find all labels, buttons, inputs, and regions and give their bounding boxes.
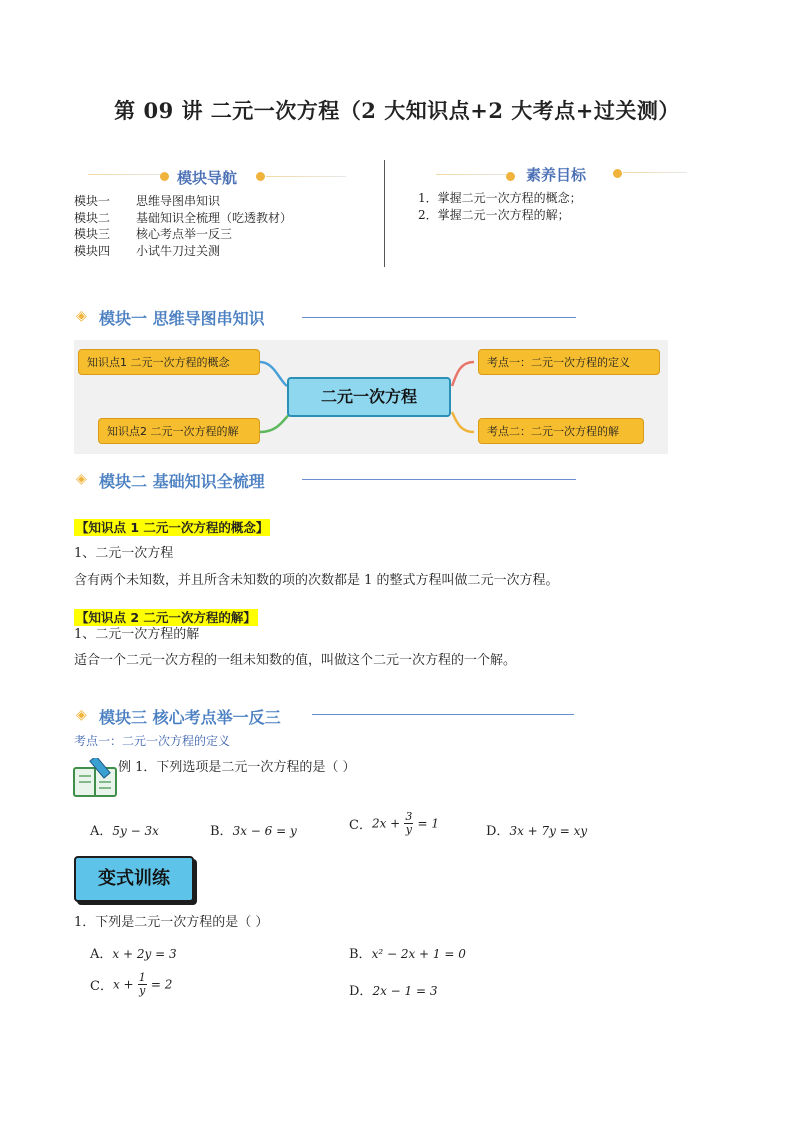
module2-title: 模块二 基础知识全梳理	[99, 472, 265, 491]
module3-title: 模块三 核心考点举一反三	[99, 708, 281, 727]
nav-header-dot-right	[256, 172, 265, 181]
node-tp2[interactable]: 考点二：二元一次方程的解	[478, 418, 644, 444]
goals-list	[418, 190, 582, 223]
connector-tp2	[452, 412, 474, 432]
nav-item[interactable]: 模块三 核心考点举一反三	[74, 227, 233, 241]
practice-option-c[interactable]: C．x + $\frac{1}{y}$ = 2	[90, 971, 173, 997]
node-kp2[interactable]: 知识点2 二元一次方程的解	[98, 418, 260, 444]
nav-header-dot-left	[160, 172, 169, 181]
kp2-heading: 1、二元一次方程的解	[74, 627, 200, 642]
nav-item[interactable]: 模块二 基础知识全梳理（吃透教材）	[74, 210, 293, 225]
practice-question: 1．下列是二元一次方程的是（ ）	[74, 915, 269, 930]
practice-option-b[interactable]: B．x² − 2x + 1 = 0	[349, 947, 466, 962]
kp2-body: 适合一个二元一次方程的一组未知数的值，叫做这个二元一次方程的一个解。	[74, 653, 517, 668]
connector-kp1	[260, 362, 287, 386]
nav-item[interactable]: 模块一 思维导图串知识	[74, 194, 221, 208]
goals-header-line-right	[623, 172, 687, 173]
goal-item: 2．掌握二元一次方程的解；	[418, 207, 570, 222]
mind-map	[74, 340, 668, 454]
kp1-label: 【知识点 1 二元一次方程的概念】	[76, 520, 269, 535]
module2-rule	[302, 479, 576, 480]
kp1-heading: 1、二元一次方程	[74, 546, 174, 561]
nav-header-line-right	[266, 176, 346, 177]
nav-header-line-left	[88, 174, 168, 175]
module3-rule	[312, 714, 574, 715]
example-question: 例 1．下列选项是二元一次方程的是（ ）	[118, 760, 356, 775]
example-option-b[interactable]: B．3x − 6 = y	[210, 824, 297, 839]
page-title: 第 09 讲 二元一次方程（2 大知识点+2 大考点+过关测）	[114, 98, 680, 123]
kp1-label-wrap	[74, 517, 270, 536]
connector-kp2	[260, 414, 290, 432]
kp2-label-wrap	[74, 607, 258, 626]
practice-button[interactable]: 变式训练	[74, 856, 194, 902]
goal-item: 1．掌握二元一次方程的概念；	[418, 191, 582, 205]
header-divider	[384, 160, 385, 267]
connector-tp1	[452, 362, 474, 386]
diamond-icon: ◈	[76, 707, 87, 723]
kp1-body: 含有两个未知数，并且所含未知数的项的次数都是 1 的整式方程叫做二元一次方程。	[74, 573, 559, 588]
module1-title: 模块一 思维导图串知识	[99, 309, 265, 328]
example-option-d[interactable]: D．3x + 7y = xy	[486, 824, 588, 839]
practice-option-d[interactable]: D．2x − 1 = 3	[349, 984, 438, 999]
goals-header-dot-left	[506, 172, 515, 181]
node-center[interactable]: 二元一次方程	[287, 377, 451, 417]
point1-label: 考点一：二元一次方程的定义	[74, 734, 231, 748]
nav-header: 模块导航	[177, 169, 238, 187]
example-option-c[interactable]: C．2x + $\frac{3}{y}$ = 1	[349, 810, 440, 836]
fraction: $\frac{3}{y}$	[405, 810, 413, 836]
goals-header-line-left	[436, 174, 512, 175]
module1-rule	[302, 317, 576, 318]
goals-header-dot-right	[613, 169, 622, 178]
example-option-a[interactable]: A．5y − 3x	[90, 824, 159, 839]
diamond-icon: ◈	[76, 471, 87, 487]
diamond-icon: ◈	[76, 308, 87, 324]
fraction: $\frac{1}{y}$	[138, 971, 146, 997]
nav-item[interactable]: 模块四 小试牛刀过关测	[74, 243, 221, 258]
node-kp1[interactable]: 知识点1 二元一次方程的概念	[78, 349, 260, 375]
nav-list	[74, 193, 292, 259]
goals-header: 素养目标	[526, 166, 587, 184]
kp2-label: 【知识点 2 二元一次方程的解】	[76, 610, 256, 625]
book-icon	[72, 758, 118, 800]
practice-option-a[interactable]: A．x + 2y = 3	[90, 947, 177, 962]
node-tp1[interactable]: 考点一：二元一次方程的定义	[478, 349, 660, 375]
